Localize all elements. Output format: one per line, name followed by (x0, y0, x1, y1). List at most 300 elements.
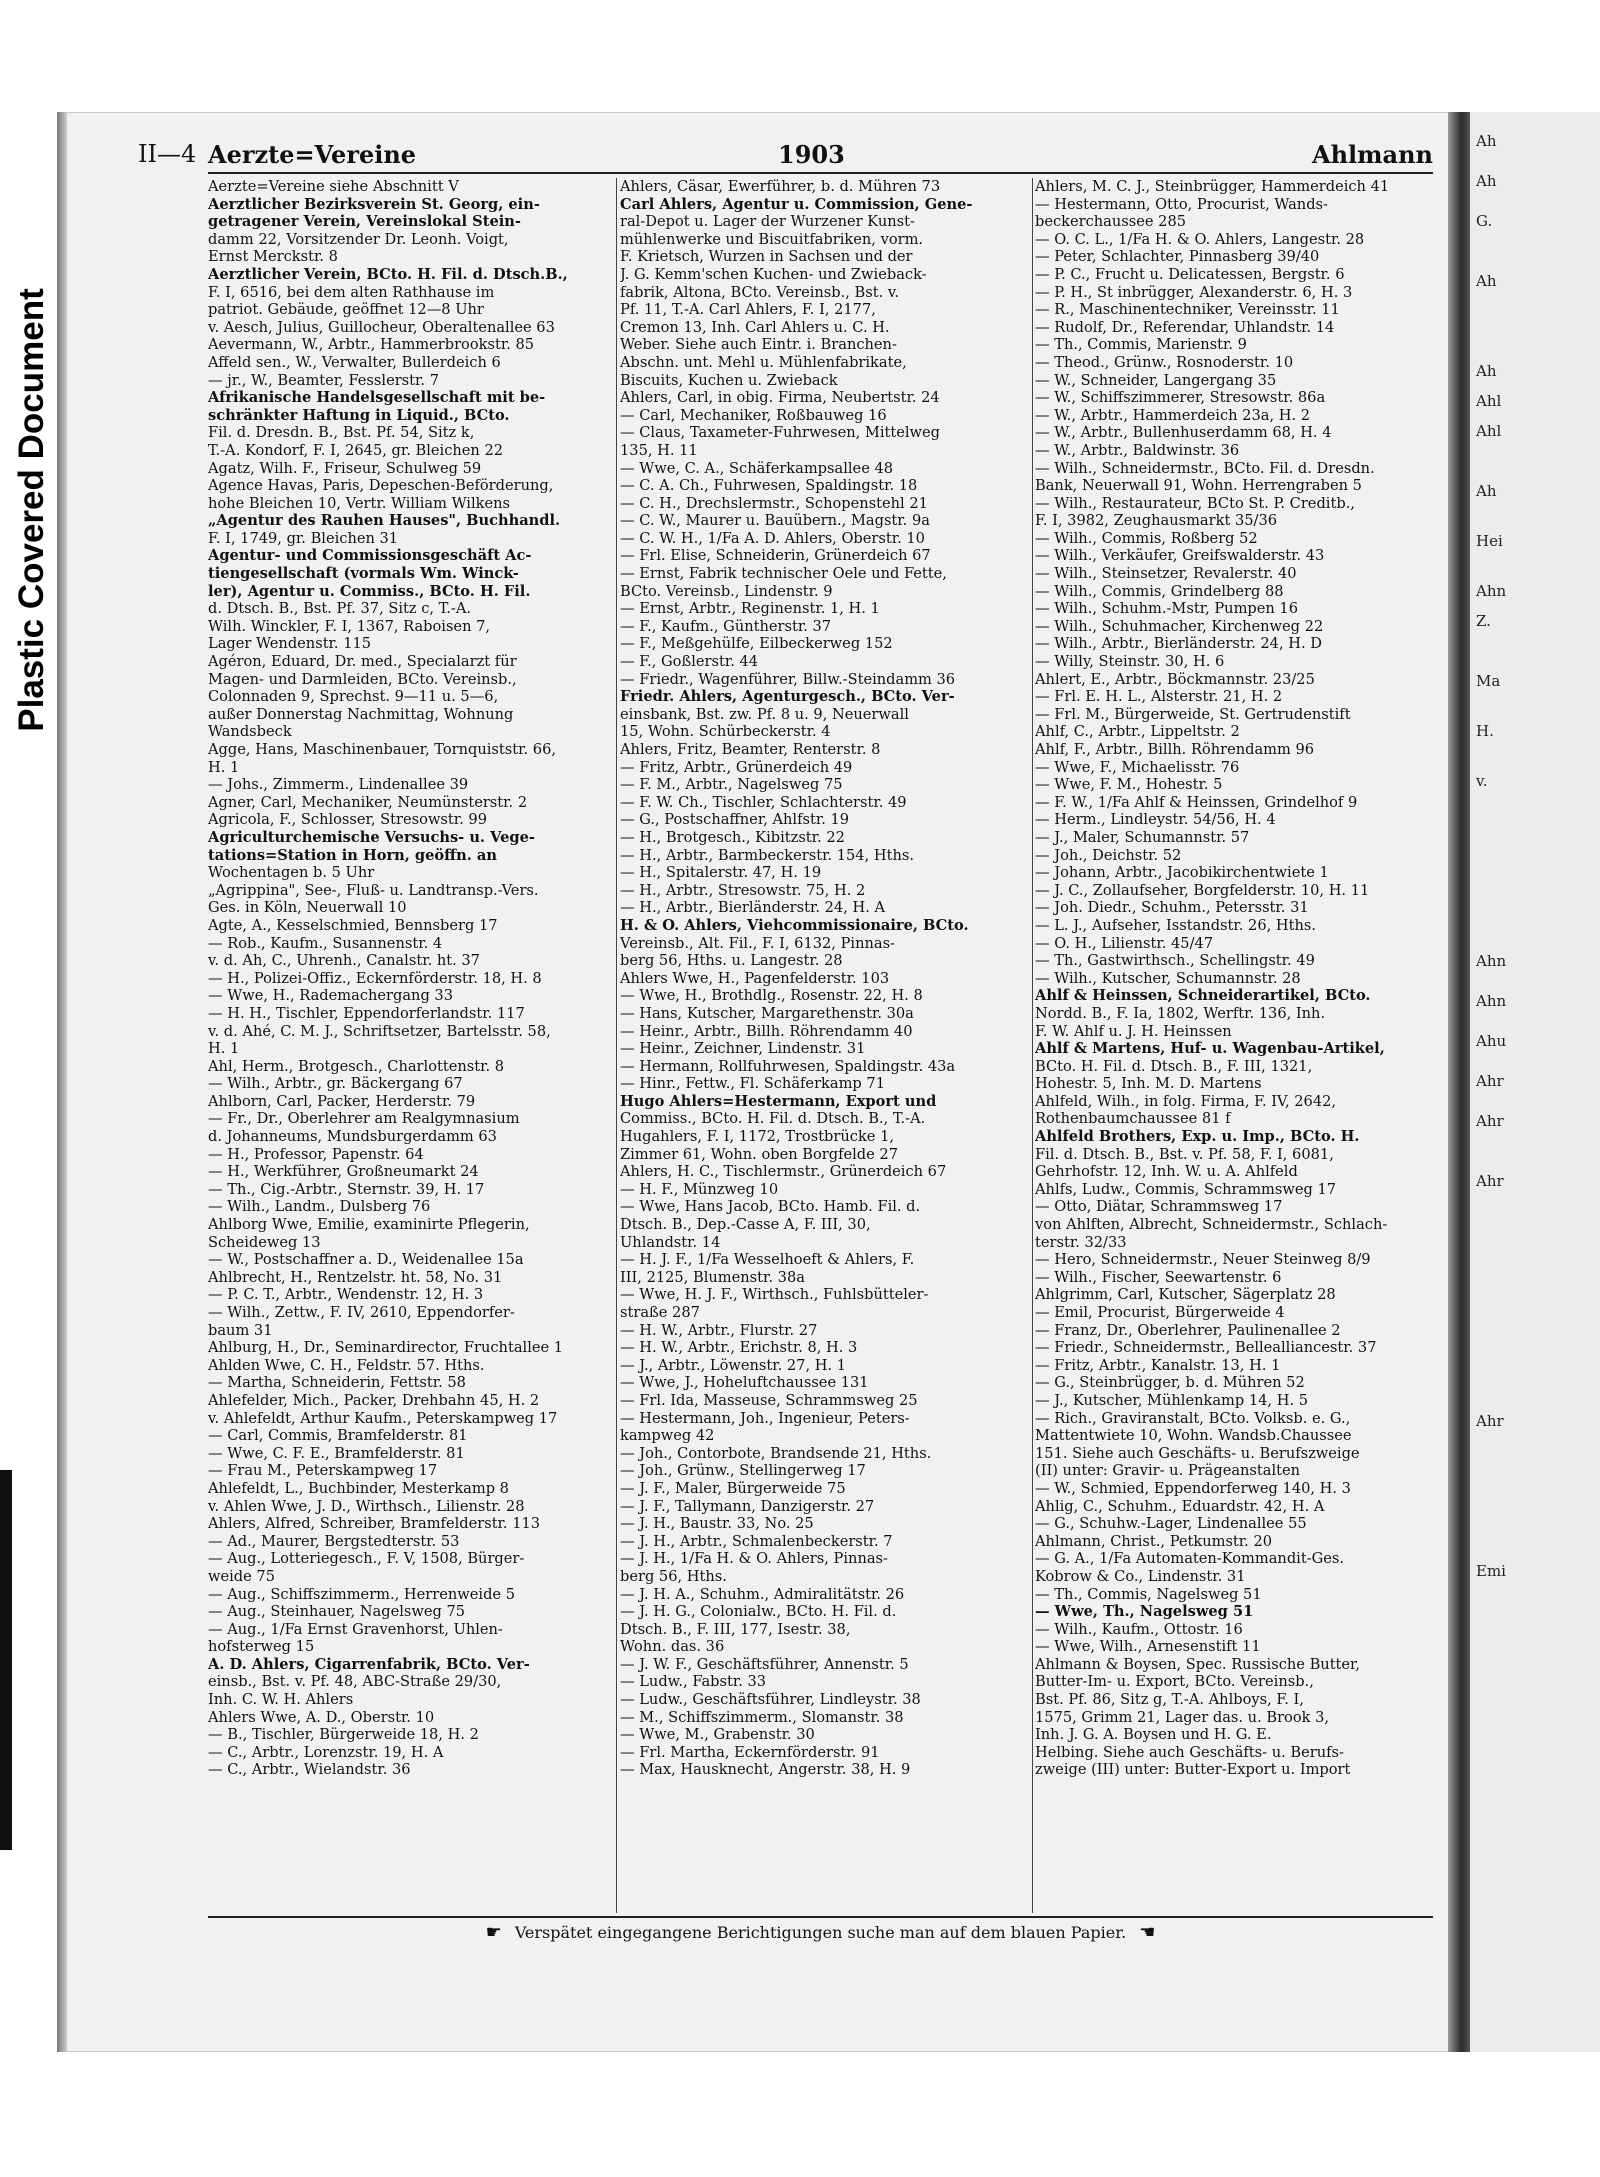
directory-line: F. Krietsch, Wurzen in Sachsen und der (620, 248, 913, 266)
pointing-hand-icon: ☛ (485, 1922, 502, 1943)
next-page-fragment: Ah (1476, 172, 1497, 190)
directory-line: Ahlmann, Christ., Petkumstr. 20 (1035, 1532, 1273, 1550)
directory-line: Ahl, Herm., Brotgesch., Charlottenstr. 8 (208, 1057, 505, 1075)
directory-line: Vereinsb., Alt. Fil., F. I, 6132, Pinnas- (620, 934, 895, 952)
directory-line: kampweg 42 (620, 1427, 715, 1445)
directory-line: (II) unter: Gravir- u. Prägeanstalten (1035, 1462, 1301, 1480)
directory-line: — Friedr., Wagenführer, Billw.-Steindamm 36 (620, 670, 956, 688)
directory-line: — C. W. H., 1/Fa A. D. Ahlers, Oberstr. 10 (620, 529, 925, 547)
directory-line: — Heinr., Arbtr., Billh. Röhrendamm 40 (620, 1022, 913, 1040)
directory-line: 151. Siehe auch Geschäfts- u. Berufszweige (1035, 1444, 1360, 1462)
directory-line: — H., Spitalerstr. 47, H. 19 (620, 864, 822, 882)
directory-line: Mattentwiete 10, Wohn. Wandsb.Chaussee (1035, 1427, 1352, 1445)
directory-line: Aerzte=Vereine siehe Abschnitt V (208, 178, 459, 195)
directory-line: Abschn. unt. Mehl u. Mühlenfabrikate, (620, 353, 907, 371)
directory-line: — Friedr., Schneidermstr., Bellealliancestr. 37 (1035, 1339, 1377, 1357)
directory-line: Pf. 11, T.-A. Carl Ahlers, F. I, 2177, (620, 301, 876, 319)
directory-line: Ahlefeldt, L., Buchbinder, Mesterkamp 8 (208, 1479, 509, 1497)
directory-line: — H., Polizei-Offiz., Eckernförderstr. 18, H. 8 (208, 969, 542, 987)
directory-line: d. Dtsch. B., Bst. Pf. 37, Sitz c, T.-A. (208, 600, 471, 618)
directory-line: — J., Kutscher, Mühlenkamp 14, H. 5 (1035, 1391, 1309, 1409)
directory-line: patriot. Gebäude, geöffnet 12—8 Uhr (208, 301, 484, 319)
directory-line: — P. C. T., Arbtr., Wendenstr. 12, H. 3 (208, 1286, 484, 1304)
directory-line: damm 22, Vorsitzender Dr. Leonh. Voigt, (208, 230, 509, 248)
directory-line: — Fritz, Arbtr., Kanalstr. 13, H. 1 (1035, 1356, 1281, 1374)
directory-line: Nordd. B., F. Ia, 1802, Werftr. 136, Inh. (1035, 1004, 1326, 1022)
directory-line: — Wwe, J., Hoheluftchaussee 131 (620, 1374, 869, 1392)
directory-line: Inh. J. G. A. Boysen und H. G. E. (1035, 1726, 1272, 1744)
directory-line: — Wilh., Commis, Grindelberg 88 (1035, 582, 1284, 600)
directory-line: — Wilh., Schneidermstr., BCto. Fil. d. Dresdn. (1035, 459, 1375, 477)
directory-line: Fil. d. Dresdn. B., Bst. Pf. 54, Sitz k, (208, 424, 475, 442)
directory-line: — Aug., Schiffszimmerm., Herrenweide 5 (208, 1585, 515, 1603)
directory-line: Ahlfs, Ludw., Commis, Schrammsweg 17 (1035, 1180, 1337, 1198)
directory-line: — Joh., Contorbote, Brandsende 21, Hths. (620, 1444, 932, 1462)
directory-line: — C. A. Ch., Fuhrwesen, Spaldingstr. 18 (620, 477, 918, 495)
directory-line: — Wilh., Steinsetzer, Revalerstr. 40 (1035, 565, 1297, 583)
directory-line: Agricola, F., Schlosser, Stresowstr. 99 (208, 811, 488, 829)
directory-line: — Herm., Lindleystr. 54/56, H. 4 (1035, 811, 1276, 829)
next-page-fragment: G. (1476, 212, 1493, 230)
directory-line: Ahlfeld Brothers, Exp. u. Imp., BCto. H. (1035, 1128, 1360, 1146)
directory-line: — Wwe, F. M., Hohestr. 5 (1035, 776, 1223, 794)
directory-line: Ahlborn, Carl, Packer, Herderstr. 79 (208, 1092, 476, 1110)
directory-line: Kobrow & Co., Lindenstr. 31 (1035, 1567, 1246, 1585)
directory-line: — H., Brotgesch., Kibitzstr. 22 (620, 828, 845, 846)
directory-line: — J. C., Zollaufseher, Borgfelderstr. 10, H. 11 (1035, 881, 1370, 899)
directory-line: weide 75 (208, 1567, 275, 1585)
directory-line: Cremon 13, Inh. Carl Ahlers u. C. H. (620, 318, 890, 336)
directory-line: — Wilh., Arbtr., Bierländerstr. 24, H. D (1035, 635, 1322, 653)
directory-line: Dtsch. B., Dep.-Casse A, F. III, 30, (620, 1216, 871, 1234)
directory-line: Afrikanische Handelsgesellschaft mit be- (208, 389, 546, 407)
directory-line: F. I, 6516, bei dem alten Rathhause im (208, 283, 495, 301)
directory-line: v. Aesch, Julius, Guillocheur, Oberaltenallee 63 (208, 318, 555, 336)
directory-line: — C., Arbtr., Wielandstr. 36 (208, 1761, 411, 1779)
directory-line: „Agrippina", See-, Fluß- u. Landtransp.-Vers. (208, 881, 539, 899)
directory-line: Ahlers, H. C., Tischlermstr., Grünerdeich 67 (620, 1163, 947, 1181)
directory-line: — Ludw., Geschäftsführer, Lindleystr. 38 (620, 1691, 921, 1709)
next-page-fragment: Ahn (1476, 582, 1507, 600)
next-page-fragment: Ahr (1476, 1072, 1504, 1090)
directory-line: — H. W., Arbtr., Flurstr. 27 (620, 1321, 818, 1339)
directory-line: — J. F., Tallymann, Danzigerstr. 27 (620, 1497, 875, 1515)
directory-line: — J., Arbtr., Löwenstr. 27, H. 1 (620, 1356, 847, 1374)
directory-line: Ahlers, M. C. J., Steinbrügger, Hammerdeich 41 (1035, 178, 1390, 195)
directory-line: — W., Schiffszimmerer, Stresowstr. 86a (1035, 389, 1326, 407)
directory-line: — J. H., Arbtr., Schmalenbeckerstr. 7 (620, 1532, 893, 1550)
directory-line: Ahlert, E., Arbtr., Böckmannstr. 23/25 (1035, 670, 1315, 688)
directory-line: — Max, Hausknecht, Angerstr. 38, H. 9 (620, 1761, 911, 1779)
directory-line: Friedr. Ahlers, Agenturgesch., BCto. Ver- (620, 688, 955, 706)
directory-line: — Carl, Commis, Bramfelderstr. 81 (208, 1427, 468, 1445)
directory-line: Bst. Pf. 86, Sitz g, T.-A. Ahlboys, F. I, (1035, 1691, 1304, 1709)
directory-line: Ahlgrimm, Carl, Kutscher, Sägerplatz 28 (1035, 1286, 1336, 1304)
directory-line: — Johs., Zimmerm., Lindenallee 39 (208, 776, 469, 794)
directory-line: F. I, 1749, gr. Bleichen 31 (208, 529, 399, 547)
directory-line: — F., Kaufm., Güntherstr. 37 (620, 617, 832, 635)
directory-line: — Wilh., Zettw., F. IV, 2610, Eppendorfer- (208, 1304, 515, 1321)
directory-line: — H. H., Tischler, Eppendorferlandstr. 117 (208, 1004, 525, 1022)
next-page-fragment: Z. (1476, 612, 1491, 630)
directory-line: BCto. Vereinsb., Lindenstr. 9 (620, 582, 833, 600)
directory-line: — F., Goßlerstr. 44 (620, 653, 759, 671)
directory-line: — Th., Cig.-Arbtr., Sternstr. 39, H. 17 (208, 1180, 485, 1198)
directory-line: — F. W., 1/Fa Ahlf & Heinssen, Grindelhof 9 (1035, 793, 1358, 811)
directory-line: III, 2125, Blumenstr. 38a (620, 1268, 805, 1286)
directory-line: Ahlburg, H., Dr., Seminardirector, Fruchtallee 1 (208, 1339, 564, 1357)
directory-line: — Wilh., Verkäufer, Greifswalderstr. 43 (1035, 547, 1325, 565)
directory-line: „Agentur des Rauhen Hauses", Buchhandl. (208, 512, 561, 530)
side-label: Plastic Covered Document (12, 288, 51, 732)
directory-line: getragener Verein, Vereinslokal Stein- (208, 213, 521, 231)
page-left-edge (57, 112, 67, 2052)
column-divider (616, 178, 617, 1913)
directory-line: — W., Schmied, Eppendorferweg 140, H. 3 (1035, 1479, 1351, 1497)
directory-line: ral-Depot u. Lager der Wurzener Kunst- (620, 213, 915, 231)
directory-line: berg 56, Hths. (620, 1567, 727, 1585)
directory-line: außer Donnerstag Nachmittag, Wohnung (208, 705, 514, 723)
directory-line: Aevermann, W., Arbtr., Hammerbrookstr. 85 (208, 336, 535, 354)
directory-line: — Hero, Schneidermstr., Neuer Steinweg 8/9 (1035, 1251, 1371, 1269)
directory-line: Agner, Carl, Mechaniker, Neumünsterstr. 2 (208, 793, 528, 811)
next-page-fragment: Ma (1476, 672, 1501, 690)
directory-line: — B., Tischler, Bürgerweide 18, H. 2 (208, 1726, 479, 1744)
directory-line: — Wwe, Hans Jacob, BCto. Hamb. Fil. d. (620, 1198, 921, 1216)
directory-line: J. G. Kemm'schen Kuchen- und Zwieback- (620, 265, 927, 283)
directory-line: — jr., W., Beamter, Fesslerstr. 7 (208, 371, 439, 389)
directory-line: — P. C., Frucht u. Delicatessen, Bergstr. 6 (1035, 265, 1345, 283)
directory-line: — Joh. Diedr., Schuhm., Petersstr. 31 (1035, 899, 1309, 917)
directory-line: Rothenbaumchaussee 81 f (1035, 1110, 1231, 1128)
directory-line: — G., Schuhw.-Lager, Lindenallee 55 (1035, 1515, 1307, 1533)
directory-line: straße 287 (620, 1304, 700, 1321)
next-page-fragment: Emi (1476, 1562, 1506, 1580)
directory-line: — J. F., Maler, Bürgerweide 75 (620, 1479, 846, 1497)
directory-line: — Theod., Grünw., Rosnoderstr. 10 (1035, 353, 1294, 371)
directory-line: — J., Maler, Schumannstr. 57 (1035, 828, 1250, 846)
header-left-title: Aerzte=Vereine (208, 140, 417, 169)
directory-line: Colonnaden 9, Sprechst. 9—11 u. 5—6, (208, 688, 499, 706)
directory-line: A. D. Ahlers, Cigarrenfabrik, BCto. Ver- (208, 1655, 530, 1673)
directory-line: BCto. H. Fil. d. Dtsch. B., F. III, 1321, (1035, 1057, 1313, 1075)
directory-line: v. Ahlefeldt, Arthur Kaufm., Peterskampweg 17 (208, 1409, 558, 1427)
next-page-fragment: Ahu (1476, 1032, 1507, 1050)
directory-line: — Joh., Grünw., Stellingerweg 17 (620, 1462, 866, 1480)
directory-line: Ahlfeld, Wilh., in folg. Firma, F. IV, 2642, (1035, 1092, 1337, 1110)
directory-line: Aerztlicher Verein, BCto. H. Fil. d. Dtsch.B., (208, 265, 568, 283)
directory-line: — Willy, Steinstr. 30, H. 6 (1035, 653, 1225, 671)
directory-line: — F. W. Ch., Tischler, Schlachterstr. 49 (620, 793, 907, 811)
directory-line: Ahlf, C., Arbtr., Lippeltstr. 2 (1035, 723, 1240, 741)
footer-rule (208, 1916, 1433, 1918)
directory-line: tiengesellschaft (vormals Wm. Winck- (208, 565, 519, 583)
directory-line: — F., Meßgehülfe, Eilbeckerweg 152 (620, 635, 893, 653)
directory-line: Wandsbeck (208, 723, 292, 741)
directory-line: — H., Arbtr., Bierländerstr. 24, H. A (620, 899, 886, 917)
next-page-fragment: Ah (1476, 482, 1497, 500)
directory-line: — Otto, Diätar, Schrammsweg 17 (1035, 1198, 1283, 1216)
directory-line: Ahlers, Cäsar, Ewerführer, b. d. Mühren 73 (620, 178, 941, 195)
directory-line: — Wwe, M., Grabenstr. 30 (620, 1726, 815, 1744)
directory-line: Biscuits, Kuchen u. Zwieback (620, 371, 838, 389)
directory-line: — Wwe, C. A., Schäferkampsallee 48 (620, 459, 894, 477)
directory-line: — O. H., Lilienstr. 45/47 (1035, 934, 1214, 952)
directory-line: — J. H. G., Colonialw., BCto. H. Fil. d. (620, 1603, 897, 1621)
directory-line: F. I, 3982, Zeughausmarkt 35/36 (1035, 512, 1278, 530)
directory-line: — Th., Commis, Nagelsweg 51 (1035, 1585, 1262, 1603)
header-right-title: Ahlmann (1311, 140, 1433, 169)
directory-line: — L. J., Aufseher, Isstandstr. 26, Hths. (1035, 916, 1317, 934)
directory-line: Ahlers, Carl, in obig. Firma, Neubertstr. 24 (620, 389, 940, 407)
column-1 (208, 178, 613, 1913)
directory-line: F. W. Ahlf u. J. H. Heinssen (1035, 1022, 1232, 1040)
next-page-fragment: Ahr (1476, 1112, 1504, 1130)
directory-line: — W., Arbtr., Bullenhuserdamm 68, H. 4 (1035, 424, 1332, 442)
directory-line: Scheideweg 13 (208, 1233, 321, 1251)
directory-line: — Wilh., Kutscher, Schumannstr. 28 (1035, 969, 1301, 987)
directory-line: Hugahlers, F. I, 1172, Trostbrücke 1, (620, 1128, 894, 1146)
directory-line: Ahlf & Martens, Huf- u. Wagenbau-Artikel, (1035, 1040, 1385, 1058)
directory-line: — P. H., St inbrügger, Alexanderstr. 6, H. 3 (1035, 283, 1353, 301)
directory-line: — J. H., Baustr. 33, No. 25 (620, 1515, 814, 1533)
directory-line: Aerztlicher Bezirksverein St. Georg, ein- (208, 195, 540, 213)
directory-line: — C. W., Maurer u. Bauübern., Magstr. 9a (620, 512, 930, 530)
next-page-fragment: Ah (1476, 362, 1497, 380)
directory-line: — W., Postschaffner a. D., Weidenallee 15a (208, 1251, 524, 1269)
next-page-edge (1470, 112, 1600, 2052)
directory-line: — F. M., Arbtr., Nagelsweg 75 (620, 776, 843, 794)
page-header (138, 140, 1433, 172)
directory-line: Hohestr. 5, Inh. M. D. Martens (1035, 1075, 1262, 1093)
directory-line: Magen- und Darmleiden, BCto. Vereinsb., (208, 670, 517, 688)
directory-line: — Th., Gastwirthsch., Schellingstr. 49 (1035, 952, 1315, 970)
directory-line: — Wilh., Kaufm., Ottostr. 16 (1035, 1620, 1243, 1638)
directory-line: fabrik, Altona, BCto. Vereinsb., Bst. v. (620, 283, 900, 301)
directory-line: Ahlf & Heinssen, Schneiderartikel, BCto. (1035, 987, 1371, 1005)
directory-line: Gehrhofstr. 12, Inh. W. u. A. Ahlfeld (1035, 1163, 1298, 1181)
next-page-fragment: v. (1476, 772, 1488, 790)
directory-line: — Ad., Maurer, Bergstedterstr. 53 (208, 1532, 460, 1550)
directory-line: baum 31 (208, 1321, 273, 1339)
directory-line: Dtsch. B., F. III, 177, Isestr. 38, (620, 1620, 851, 1638)
directory-line: — Wilh., Schuhm.-Mstr, Pumpen 16 (1035, 600, 1298, 618)
directory-line: — C. H., Drechslermstr., Schopenstehl 21 (620, 494, 928, 512)
directory-line: v. d. Ah, C., Uhrenh., Canalstr. ht. 37 (208, 952, 480, 970)
directory-line: — R., Maschinentechniker, Vereinsstr. 11 (1035, 301, 1340, 319)
directory-line: — Aug., 1/Fa Ernst Gravenhorst, Uhlen- (208, 1620, 503, 1638)
directory-line: — Frl. Martha, Eckernförderstr. 91 (620, 1743, 880, 1761)
next-page-fragment: Hei (1476, 532, 1503, 550)
directory-line: — Frl. Elise, Schneiderin, Grünerdeich 67 (620, 547, 931, 565)
directory-line: — Frau M., Peterskampweg 17 (208, 1462, 438, 1480)
next-page-fragment: Ahl (1476, 422, 1502, 440)
directory-line: — Rudolf, Dr., Referendar, Uhlandstr. 14 (1035, 318, 1335, 336)
directory-line: Ahlefelder, Mich., Packer, Drehbahn 45, H. 2 (208, 1391, 540, 1409)
directory-line: beckerchaussee 285 (1035, 213, 1187, 231)
directory-line: 135, H. 11 (620, 441, 698, 459)
directory-line: — Rich., Graviranstalt, BCto. Volksb. e. G., (1035, 1409, 1351, 1427)
directory-line: Ahlig, C., Schuhm., Eduardstr. 42, H. A (1035, 1497, 1325, 1515)
directory-line: — Hinr., Fettw., Fl. Schäferkamp 71 (620, 1075, 885, 1093)
next-page-fragment: Ah (1476, 132, 1497, 150)
directory-line: — Wwe, H., Rademachergang 33 (208, 987, 454, 1005)
directory-line: — Hermann, Rollfuhrwesen, Spaldingstr. 43a (620, 1057, 956, 1075)
directory-line: — Wilh., Landm., Dulsberg 76 (208, 1198, 431, 1216)
directory-line: Agge, Hans, Maschinenbauer, Tornquiststr. 66, (208, 741, 557, 758)
directory-line: Ahlden Wwe, C. H., Feldstr. 57. Hths. (208, 1356, 485, 1374)
directory-line: — H., Arbtr., Barmbeckerstr. 154, Hths. (620, 846, 914, 864)
directory-line: — Wwe, C. F. E., Bramfelderstr. 81 (208, 1444, 465, 1462)
next-page-fragment: Ahr (1476, 1172, 1504, 1190)
next-page-fragment: Ahn (1476, 992, 1507, 1010)
directory-line: mühlenwerke und Biscuitfabriken, vorm. (620, 230, 924, 248)
directory-line: — H. J. F., 1/Fa Wesselhoeft & Ahlers, F. (620, 1251, 915, 1269)
directory-line: — Fritz, Arbtr., Grünerdeich 49 (620, 758, 853, 776)
directory-line: Helbing. Siehe auch Geschäfts- u. Berufs- (1035, 1743, 1344, 1761)
directory-line: — Frl. M., Bürgerweide, St. Gertrudenstift (1035, 705, 1351, 723)
directory-line: Bank, Neuerwall 91, Wohn. Herrengraben 5 (1035, 477, 1362, 495)
directory-line: — H. W., Arbtr., Erichstr. 8, H. 3 (620, 1339, 858, 1357)
directory-line: d. Johanneums, Mundsburgerdamm 63 (208, 1128, 497, 1146)
directory-line: — G., Steinbrügger, b. d. Mühren 52 (1035, 1374, 1305, 1392)
footer-text: Verspätet eingegangene Berichtigungen suche man auf dem blauen Papier. (514, 1923, 1127, 1942)
directory-line: — M., Schiffszimmerm., Slomanstr. 38 (620, 1708, 904, 1726)
directory-line: — Wwe, F., Michaelisstr. 76 (1035, 758, 1240, 776)
directory-line: — Carl, Mechaniker, Roßbauweg 16 (620, 406, 887, 424)
directory-line: — Peter, Schlachter, Pinnasberg 39/40 (1035, 248, 1320, 266)
directory-line: T.-A. Kondorf, F. I, 2645, gr. Bleichen 22 (208, 441, 504, 459)
directory-line: — Ernst, Fabrik technischer Oele und Fette, (620, 565, 947, 583)
directory-line: tations=Station in Horn, geöffn. an (208, 846, 497, 864)
directory-line: von Ahlften, Albrecht, Schneidermstr., Schlach- (1035, 1216, 1388, 1234)
column-2 (620, 178, 1030, 1913)
directory-line: Zimmer 61, Wohn. oben Borgfelde 27 (620, 1145, 898, 1163)
directory-line: Affeld sen., W., Verwalter, Bullerdeich 6 (208, 353, 501, 371)
directory-line: Wochentagen b. 5 Uhr (208, 864, 375, 882)
directory-line: Lager Wendenstr. 115 (208, 635, 372, 653)
directory-line: Weber. Siehe auch Eintr. i. Branchen- (620, 336, 897, 354)
directory-line: Agriculturchemische Versuchs- u. Vege- (208, 828, 535, 846)
directory-line: terstr. 32/33 (1035, 1233, 1127, 1251)
directory-line: — Aug., Steinhauer, Nagelsweg 75 (208, 1603, 466, 1621)
directory-line: — Claus, Taxameter-Fuhrwesen, Mittelweg (620, 424, 940, 442)
column-divider (1032, 178, 1033, 1913)
directory-line: — J. H. A., Schuhm., Admiralitätstr. 26 (620, 1585, 905, 1603)
directory-line: Ahlmann & Boysen, Spec. Russische Butter, (1035, 1655, 1361, 1673)
page-gutter (1448, 112, 1470, 2052)
directory-line: — Wwe, H., Brothdlg., Rosenstr. 22, H. 8 (620, 987, 923, 1005)
directory-line: 1575, Grimm 21, Lager das. u. Brook 3, (1035, 1708, 1330, 1726)
directory-line: einsb., Bst. v. Pf. 48, ABC-Straße 29/30, (208, 1673, 502, 1691)
directory-line: — H. F., Münzweg 10 (620, 1180, 779, 1198)
directory-line: — H., Professor, Papenstr. 64 (208, 1145, 424, 1163)
directory-line: — Franz, Dr., Oberlehrer, Paulinenallee 2 (1035, 1321, 1341, 1339)
directory-line: H. 1 (208, 758, 240, 776)
directory-line: — Wilh., Restaurateur, BCto St. P. Creditb., (1035, 494, 1355, 512)
header-year: 1903 (778, 140, 845, 169)
directory-line: Ges. in Köln, Neuerwall 10 (208, 899, 407, 917)
column-3 (1035, 178, 1435, 1913)
directory-line: Ahlbrecht, H., Rentzelstr. ht. 58, No. 31 (208, 1268, 503, 1286)
directory-line: — Aug., Lotteriegesch., F. V, 1508, Bürger- (208, 1550, 525, 1568)
directory-line: Ahlborg Wwe, Emilie, examinirte Pflegerin, (208, 1216, 530, 1234)
directory-line: — Frl. E. H. L., Alsterstr. 21, H. 2 (1035, 688, 1283, 706)
directory-line: Butter-Im- u. Export, BCto. Vereinsb., (1035, 1673, 1314, 1691)
directory-line: Wohn. das. 36 (620, 1638, 725, 1656)
directory-line: Inh. C. W. H. Ahlers (208, 1691, 354, 1709)
next-page-fragment: Ahr (1476, 1412, 1504, 1430)
directory-line: Agéron, Eduard, Dr. med., Specialarzt für (208, 653, 517, 671)
directory-line: einsbank, Bst. zw. Pf. 8 u. 9, Neuerwall (620, 705, 909, 723)
next-page-fragment: Ah (1476, 272, 1497, 290)
directory-line: hofsterweg 15 (208, 1638, 315, 1656)
directory-line: — J. W. F., Geschäftsführer, Annenstr. 5 (620, 1655, 909, 1673)
directory-line: Fil. d. Dtsch. B., Bst. v. Pf. 58, F. I, 6081, (1035, 1145, 1334, 1163)
directory-line: — H., Werkführer, Großneumarkt 24 (208, 1163, 479, 1181)
directory-line: — Ernst, Arbtr., Reginenstr. 1, H. 1 (620, 600, 880, 618)
directory-line: — W., Arbtr., Baldwinstr. 36 (1035, 441, 1240, 459)
directory-line: Ahlf, F., Arbtr., Billh. Röhrendamm 96 (1035, 741, 1315, 758)
page-number: II—4 (138, 140, 197, 168)
directory-line: — Fr., Dr., Oberlehrer am Realgymnasium (208, 1110, 520, 1128)
directory-line: — H., Arbtr., Stresowstr. 75, H. 2 (620, 881, 866, 899)
directory-line: — Wilh., Arbtr., gr. Bäckergang 67 (208, 1075, 463, 1093)
directory-line: v. Ahlen Wwe, J. D., Wirthsch., Lilienstr. 28 (208, 1497, 525, 1515)
directory-line: — J. H., 1/Fa H. & O. Ahlers, Pinnas- (620, 1550, 888, 1568)
directory-line: H. & O. Ahlers, Viehcommissionaire, BCto. (620, 916, 969, 934)
directory-line: Commiss., BCto. H. Fil. d. Dtsch. B., T.-A. (620, 1110, 926, 1128)
directory-line: schränkter Haftung in Liquid., BCto. (208, 406, 510, 424)
directory-line: — G., Postschaffner, Ahlfstr. 19 (620, 811, 850, 829)
directory-line: Ahlers Wwe, A. D., Oberstr. 10 (208, 1708, 435, 1726)
directory-line: — O. C. L., 1/Fa H. & O. Ahlers, Langestr. 28 (1035, 230, 1365, 248)
directory-line: hohe Bleichen 10, Vertr. William Wilkens (208, 494, 511, 512)
next-page-fragment: Ahl (1476, 392, 1502, 410)
directory-line: — Joh., Deichstr. 52 (1035, 846, 1182, 864)
directory-line: — Martha, Schneiderin, Fettstr. 58 (208, 1374, 466, 1392)
directory-line: — Hans, Kutscher, Margarethenstr. 30a (620, 1004, 914, 1022)
directory-line: Hugo Ahlers=Hestermann, Export und (620, 1092, 937, 1110)
directory-line: Ahlers, Alfred, Schreiber, Bramfelderstr. 113 (208, 1515, 541, 1533)
pointing-hand-icon: ☚ (1139, 1922, 1156, 1943)
directory-line: — Wwe, H. J. F., Wirthsch., Fuhlsbütteler- (620, 1286, 929, 1304)
directory-line: — Wilh., Commis, Roßberg 52 (1035, 529, 1258, 547)
directory-line: — Frl. Ida, Masseuse, Schrammsweg 25 (620, 1391, 918, 1409)
directory-line: H. 1 (208, 1040, 240, 1058)
directory-line: Uhlandstr. 14 (620, 1233, 721, 1251)
directory-line: Agentur- und Commissionsgeschäft Ac- (208, 547, 532, 565)
directory-line: 15, Wohn. Schürbeckerstr. 4 (620, 723, 831, 741)
directory-line: — Wwe, Th., Nagelsweg 51 (1035, 1603, 1254, 1621)
next-page-fragment: Ahn (1476, 952, 1507, 970)
directory-line: — Hestermann, Joh., Ingenieur, Peters- (620, 1409, 910, 1427)
directory-line: Ahlers, Fritz, Beamter, Renterstr. 8 (620, 741, 881, 758)
directory-line: — Th., Commis, Marienstr. 9 (1035, 336, 1247, 354)
directory-line: zweige (III) unter: Butter-Export u. Import (1035, 1761, 1351, 1779)
directory-line: — Wilh., Schuhmacher, Kirchenweg 22 (1035, 617, 1324, 635)
directory-line: Agatz, Wilh. F., Friseur, Schulweg 59 (208, 459, 482, 477)
directory-line: — Wilh., Fischer, Seewartenstr. 6 (1035, 1268, 1282, 1286)
directory-line: — G. A., 1/Fa Automaten-Kommandit-Ges. (1035, 1550, 1345, 1568)
directory-line: — Ludw., Fabstr. 33 (620, 1673, 767, 1691)
directory-line: — Hestermann, Otto, Procurist, Wands- (1035, 195, 1328, 213)
header-rule (208, 172, 1433, 174)
directory-line: v. d. Ahé, C. M. J., Schriftsetzer, Bartelsstr. 58, (208, 1022, 551, 1040)
directory-line: — Heinr., Zeichner, Lindenstr. 31 (620, 1040, 866, 1058)
directory-line: Ahlers Wwe, H., Pagenfelderstr. 103 (620, 969, 890, 987)
directory-line: Agte, A., Kesselschmied, Bennsberg 17 (208, 916, 498, 934)
